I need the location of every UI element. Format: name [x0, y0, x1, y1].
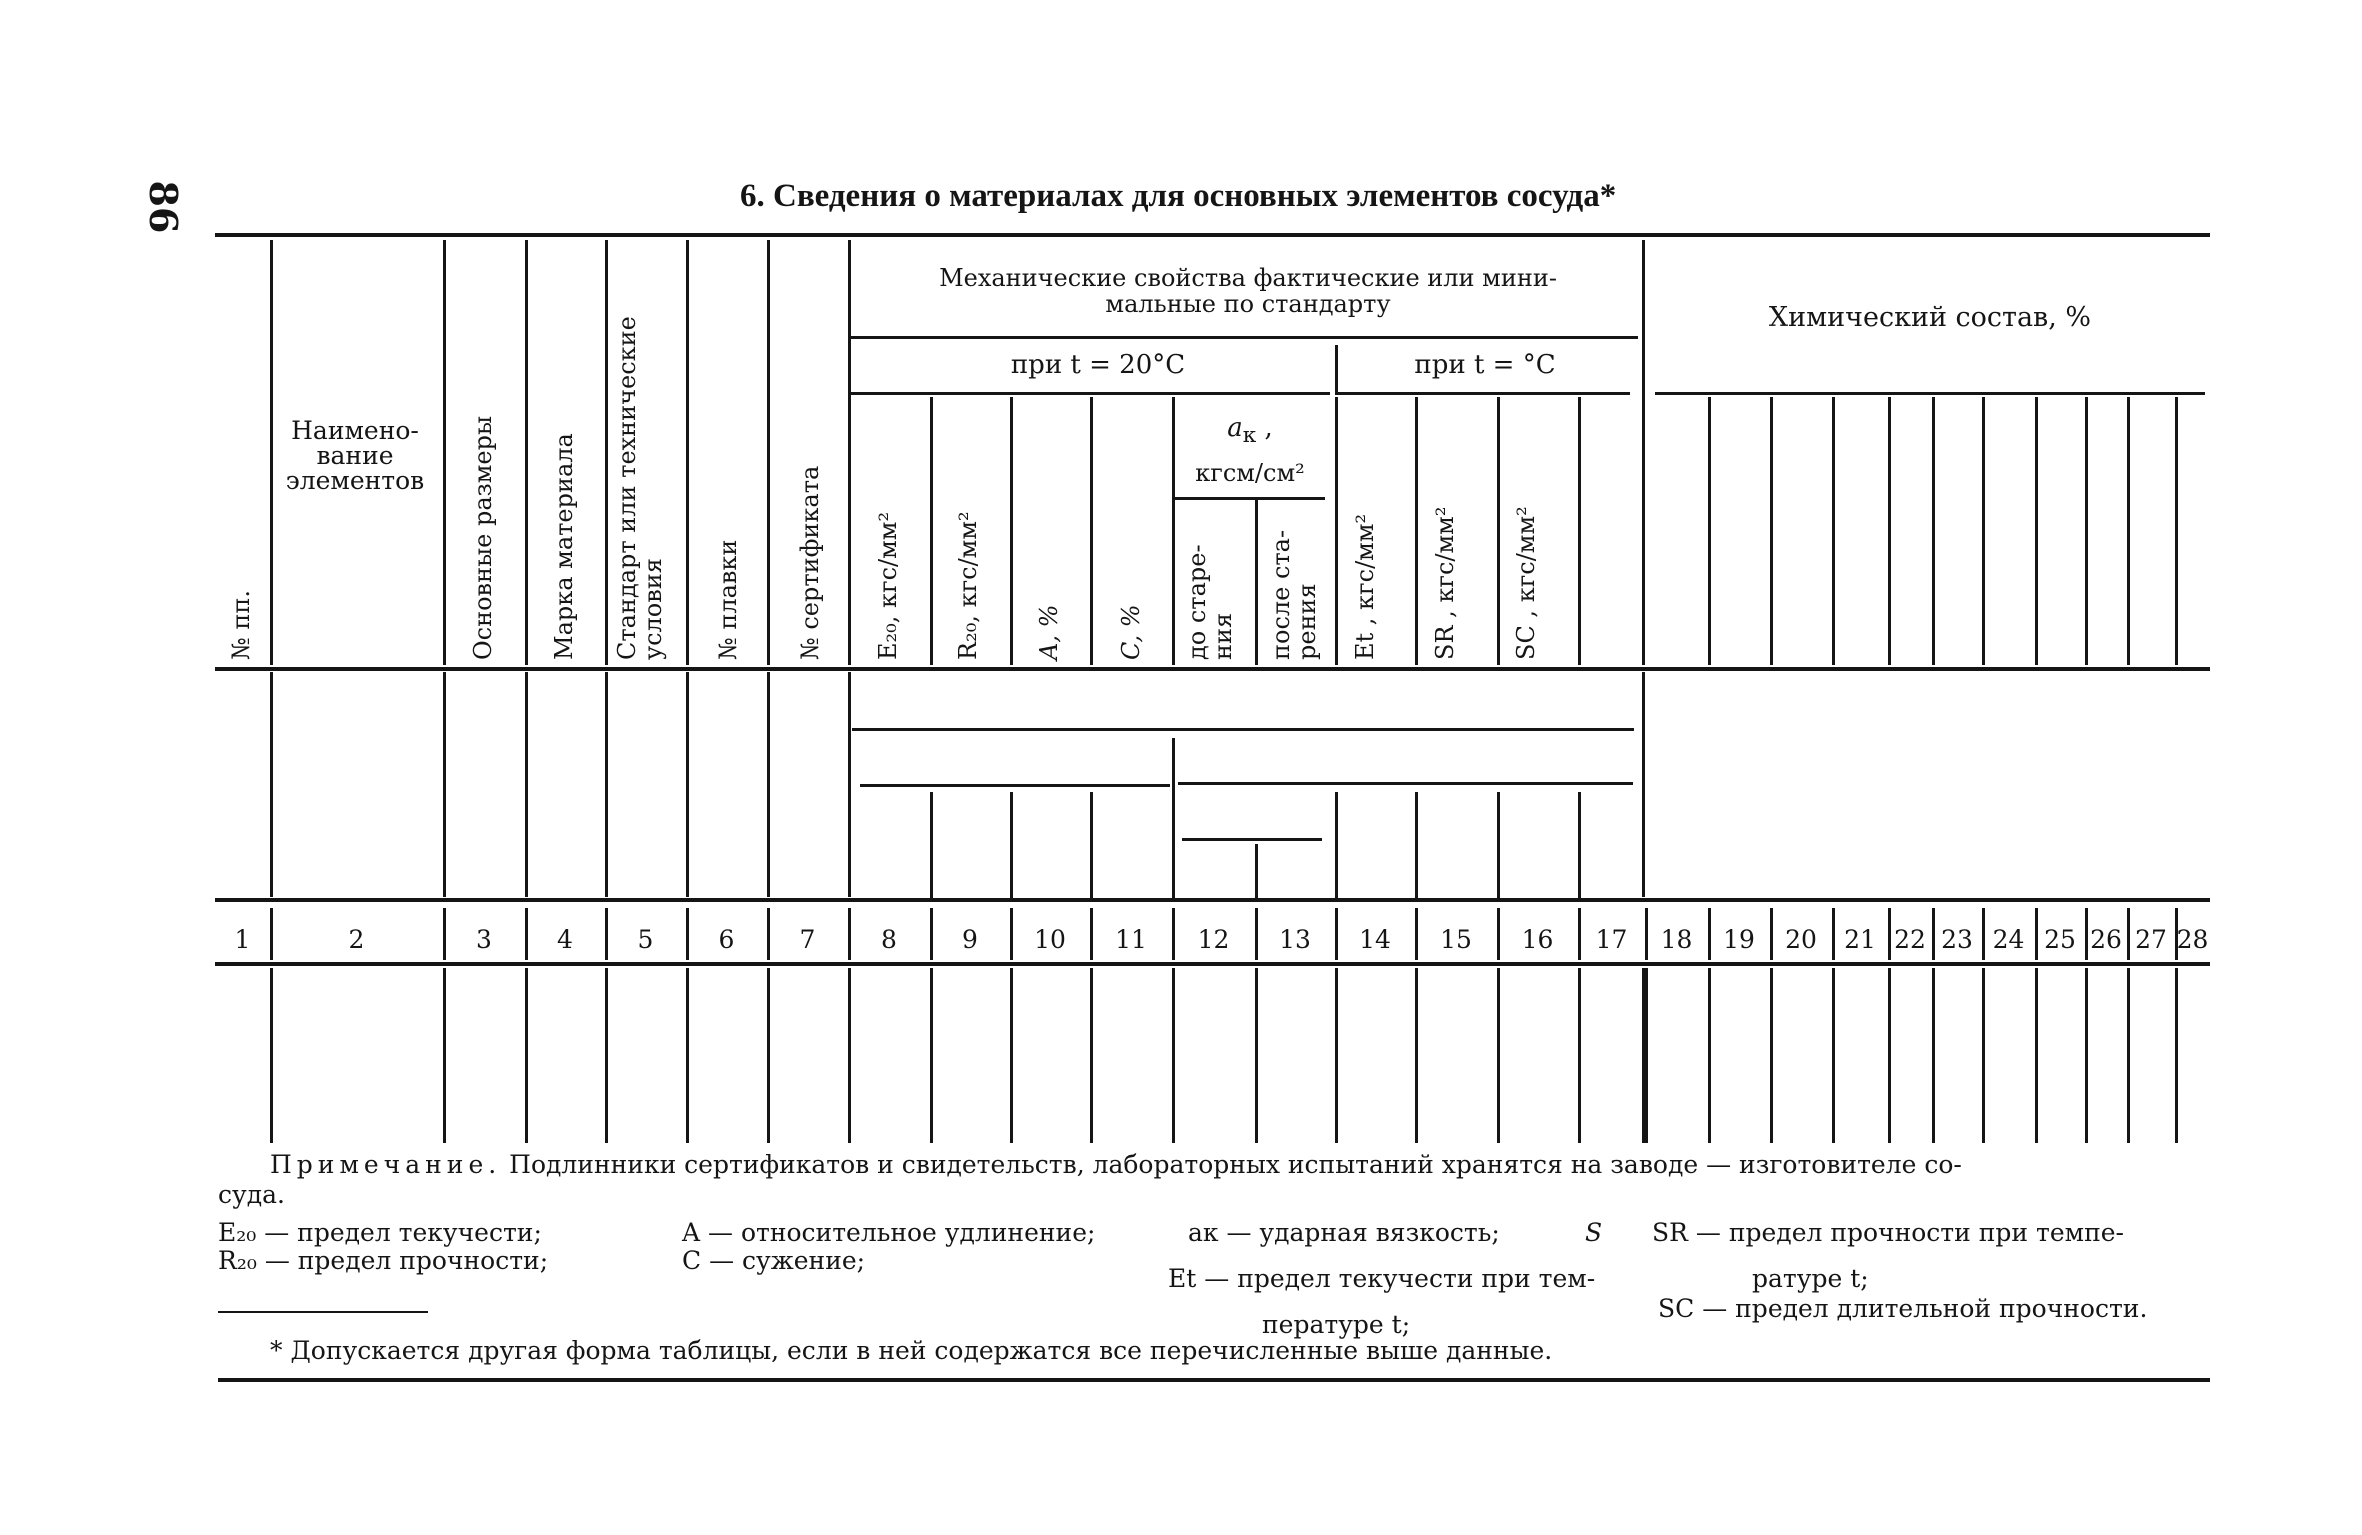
header-col-separator — [443, 240, 446, 665]
footnote: * Допускается другая форма таблицы, если в ней содержатся все перечисленные выше данные. — [270, 1336, 1553, 1365]
mech-subcol-separator — [1010, 397, 1013, 665]
column-number: 11 — [1115, 925, 1147, 954]
header-col-melt: № плавки — [714, 539, 742, 660]
ak-sub-rule — [1175, 497, 1325, 500]
column-number: 9 — [962, 925, 978, 954]
lower-body-col-separator — [1497, 968, 1500, 1143]
page-title: 6. Сведения о материалах для основных элементов сосуда* — [740, 178, 1617, 214]
et-definition-1: Et — предел текучести при тем- — [1168, 1264, 1596, 1293]
column-number: 26 — [2090, 925, 2122, 954]
chem-sub-rule — [1655, 392, 2205, 395]
column-number: 24 — [1992, 925, 2025, 954]
header-col-separator — [848, 240, 851, 665]
sc-definition: SC — предел длительной прочности. — [1658, 1294, 2148, 1323]
header-col-separator — [525, 240, 528, 665]
header-e20: E₂₀, кгс/мм² — [874, 511, 902, 660]
column-number: 23 — [1941, 925, 1973, 954]
chem-subcol-separator — [2035, 397, 2038, 665]
header-mech-t: при t = °C — [1414, 350, 1556, 380]
column-number: 22 — [1894, 925, 1926, 954]
lower-body-col-separator — [2085, 968, 2088, 1143]
number-row-bottom-rule — [215, 962, 2210, 966]
column-number: 6 — [718, 925, 735, 954]
lower-body-col-separator — [1888, 968, 1891, 1143]
header-col-separator — [686, 240, 689, 665]
header-sr: SR , кгс/мм² — [1431, 506, 1459, 660]
form-subcol-separator — [930, 792, 933, 898]
header-col-separator — [270, 240, 273, 665]
lower-body-col-separator — [525, 968, 528, 1143]
header-r20: R₂₀, кгс/мм² — [954, 511, 982, 660]
mech-subcol-separator — [1415, 397, 1418, 665]
form-ak-separator — [1172, 738, 1175, 898]
form-rule-2b — [1178, 782, 1633, 785]
body-col-separator — [605, 672, 608, 897]
lower-body-col-separator — [2035, 968, 2038, 1143]
form-subcol-separator — [1497, 792, 1500, 898]
column-number: 5 — [637, 925, 654, 954]
c-definition: C — сужение; — [682, 1246, 866, 1275]
header-col-name: Наимено- вание элементов — [285, 416, 425, 495]
chem-subcol-separator — [2127, 397, 2130, 665]
s-symbol: S — [1585, 1218, 1603, 1247]
header-col-separator — [767, 240, 770, 665]
column-number: 17 — [1595, 925, 1628, 954]
column-number: 12 — [1197, 925, 1230, 954]
page-bottom-rule — [218, 1378, 2210, 1382]
column-number: 13 — [1279, 925, 1311, 954]
page-number: 86 — [141, 180, 186, 234]
lower-body-col-separator — [2127, 968, 2130, 1143]
form-subcol-separator — [1578, 792, 1581, 898]
note-line-2: суда. — [218, 1180, 285, 1209]
lower-body-col-separator — [1090, 968, 1093, 1143]
chem-subcol-separator — [1932, 397, 1935, 665]
form-subcol-separator — [1010, 792, 1013, 898]
lower-body-col-separator — [1708, 968, 1711, 1143]
column-number: 3 — [476, 925, 492, 954]
header-chem-group: Химический состав, % — [1768, 302, 2092, 333]
column-number: 28 — [2176, 925, 2209, 954]
header-ak-before: до старе- ния — [1183, 544, 1237, 660]
chem-subcol-separator — [1770, 397, 1773, 665]
lower-body-col-separator — [1010, 968, 1013, 1143]
column-number: 15 — [1440, 925, 1472, 954]
ak-subcol-separator — [1255, 500, 1258, 665]
mech-sub-rule-20 — [850, 392, 1330, 395]
header-col-grade: Марка материала — [550, 433, 578, 660]
lower-body-col-separator — [605, 968, 608, 1143]
column-number: 10 — [1034, 925, 1066, 954]
lower-body-col-separator — [1172, 968, 1175, 1143]
header-a-pct: A, % — [1035, 604, 1063, 660]
form-subcol-separator — [1090, 792, 1093, 898]
form-subcol-separator — [1335, 792, 1338, 898]
column-number: 2 — [348, 925, 365, 954]
column-number: 16 — [1521, 925, 1554, 954]
body-col-separator — [525, 672, 528, 897]
lower-body-col-separator — [686, 968, 689, 1143]
note-line-1 — [270, 1150, 1962, 1180]
lower-body-col-separator — [1832, 968, 1835, 1143]
lower-body-col-separator — [1335, 968, 1338, 1143]
column-number: 19 — [1723, 925, 1755, 954]
table-top-rule — [215, 233, 2210, 237]
lower-body-col-separator — [848, 968, 851, 1143]
mech-subcol-separator — [1497, 397, 1500, 665]
chem-subcol-separator — [1708, 397, 1711, 665]
column-number: 14 — [1359, 925, 1391, 954]
e20-definition: E₂₀ — предел текучести; — [218, 1218, 542, 1247]
chem-subcol-separator — [2085, 397, 2088, 665]
chem-subcol-separator — [1982, 397, 1985, 665]
lower-body-col-separator — [1645, 968, 1648, 1143]
body-col-separator — [443, 672, 446, 897]
lower-body-col-separator — [443, 968, 446, 1143]
a-definition: A — относительное удлинение; — [682, 1218, 1096, 1247]
lower-body-col-separator — [930, 968, 933, 1143]
lower-body-col-separator — [1578, 968, 1581, 1143]
header-col-separator — [1642, 240, 1645, 665]
ak-definition: ак — ударная вязкость; — [1188, 1218, 1500, 1247]
number-row-top-rule — [215, 898, 2210, 902]
sr-definition-1: SR — предел прочности при темпе- — [1652, 1218, 2124, 1247]
header-mech-group: Механические свойства фактические или мини- мальные по стандарту — [939, 264, 1557, 318]
mech-subcol-separator — [1578, 397, 1581, 665]
body-col-separator — [848, 672, 851, 897]
form-rule-2a — [860, 784, 1170, 787]
chem-subcol-separator — [1888, 397, 1891, 665]
header-ak: $a_к$ , — [1227, 413, 1273, 449]
header-ak-after: после ста- рения — [1267, 529, 1321, 660]
column-number: 27 — [2135, 925, 2167, 954]
header-bottom-rule — [215, 667, 2210, 671]
form-rule-1 — [852, 728, 1634, 731]
column-number: 25 — [2044, 925, 2076, 954]
note-label: Примечание. — [270, 1150, 502, 1179]
body-col-separator — [1642, 672, 1645, 897]
mech-subcol-separator — [930, 397, 933, 665]
mech-sub-rule-t — [1335, 392, 1630, 395]
lower-body-col-separator — [270, 968, 273, 1143]
header-c-pct: C, % — [1117, 604, 1145, 660]
lower-body-col-separator — [1932, 968, 1935, 1143]
mech-subcol-separator — [1090, 397, 1093, 665]
body-col-separator — [270, 672, 273, 897]
header-col-cert: № сертификата — [796, 465, 824, 660]
column-number: 4 — [557, 925, 573, 954]
header-ak-unit: кгсм/см² — [1195, 459, 1305, 487]
column-number: 1 — [234, 925, 251, 954]
column-number: 21 — [1844, 925, 1876, 954]
body-col-separator — [767, 672, 770, 897]
lower-body-col-separator — [1255, 968, 1258, 1143]
notes-short-rule — [218, 1311, 428, 1313]
lower-body-col-separator — [2175, 968, 2178, 1143]
body-col-separator — [686, 672, 689, 897]
sr-definition-2: ратуре t; — [1752, 1264, 1869, 1293]
lower-body-col-separator — [1415, 968, 1418, 1143]
r20-definition: R₂₀ — предел прочности; — [218, 1246, 549, 1275]
header-et: Et , кгс/мм² — [1351, 513, 1379, 660]
column-number: 7 — [799, 925, 816, 954]
column-number: 8 — [881, 925, 897, 954]
header-col-sizes: Основные размеры — [469, 415, 497, 660]
mech-group-rule — [850, 336, 1638, 339]
mech-subcol-separator — [1335, 397, 1338, 665]
note-text: Подлинники сертификатов и свидетельств, лабораторных испытаний хранятся на заводе — изготовителе со- — [509, 1150, 1962, 1179]
header-col-standard: Стандарт или технические условия — [613, 316, 667, 660]
lower-body-col-separator — [1770, 968, 1773, 1143]
header-mech-20: при t = 20°C — [1010, 350, 1186, 380]
header-col-num: № пп. — [227, 590, 255, 660]
header-col-separator — [605, 240, 608, 665]
column-number: 18 — [1660, 925, 1693, 954]
chem-subcol-separator — [1832, 397, 1835, 665]
header-sc: SC , кгс/мм² — [1512, 506, 1540, 660]
form-subcol-separator — [1415, 792, 1418, 898]
chem-subcol-separator — [2175, 397, 2178, 665]
form-rule-3 — [1182, 838, 1322, 841]
lower-body-col-separator — [767, 968, 770, 1143]
column-number: 20 — [1785, 925, 1817, 954]
lower-body-col-separator — [1982, 968, 1985, 1143]
et-definition-2: пературе t; — [1262, 1310, 1411, 1339]
form-ak-sub-separator — [1255, 844, 1258, 898]
